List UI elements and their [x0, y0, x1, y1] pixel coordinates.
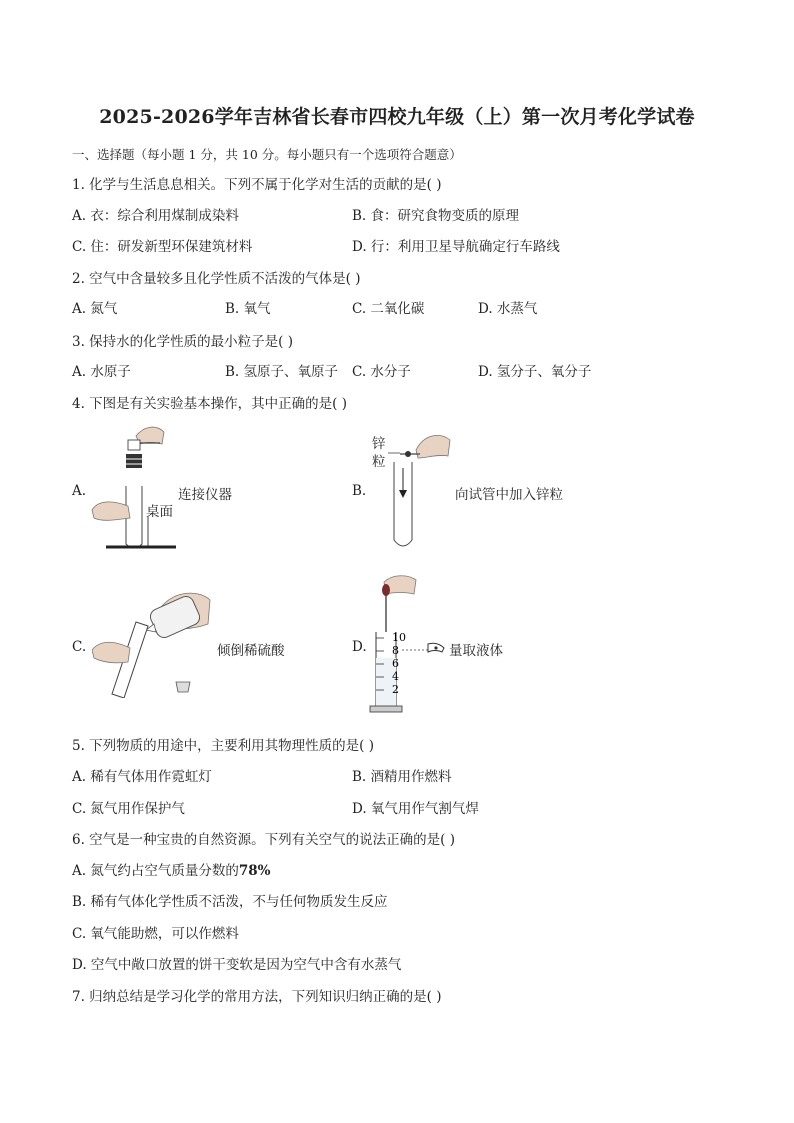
figure-connect-apparatus [88, 420, 178, 552]
q6-option-c[interactable]: C. 氧气能助燃，可以作燃料 [72, 926, 239, 942]
q4-option-c[interactable]: C. [72, 639, 87, 655]
tick-label-2: 2 [392, 683, 399, 696]
q4-d-caption: 量取液体 [449, 643, 503, 659]
q3-option-a[interactable]: A. 水原子 [72, 364, 131, 380]
tick-label-10: 10 [392, 631, 406, 644]
figure-pour-dilute-acid [92, 586, 212, 698]
q7-stem: 7. 归纳总结是学习化学的常用方法，下列知识归纳正确的是( ) [72, 989, 442, 1005]
q1-option-b[interactable]: B. 食：研究食物变质的原理 [352, 208, 520, 224]
q1-option-c[interactable]: C. 住：研发新型环保建筑材料 [72, 239, 253, 255]
q3-option-d[interactable]: D. 氢分子、氧分子 [478, 364, 592, 380]
q2-option-a[interactable]: A. 氮气 [72, 301, 118, 317]
q1-option-a[interactable]: A. 衣：综合利用煤制成染料 [72, 208, 239, 224]
q4-option-b[interactable]: B. [352, 483, 367, 499]
q5-option-c[interactable]: C. 氮气用作保护气 [72, 801, 185, 817]
q6-option-a-value: 78% [238, 863, 271, 879]
tick-label-6: 6 [392, 657, 399, 670]
page-title: 2025-2026学年吉林省长春市四校九年级（上）第一次月考化学试卷 [99, 106, 695, 128]
q4-c-caption: 倾倒稀硫酸 [217, 643, 285, 659]
q4-a-table-label: 桌面 [146, 504, 173, 520]
q2-stem: 2. 空气中含量较多且化学性质不活泼的气体是( ) [72, 271, 361, 287]
tick-label-8: 8 [392, 644, 399, 657]
q3-stem: 3. 保持水的化学性质的最小粒子是( ) [72, 334, 293, 350]
q2-option-b[interactable]: B. 氧气 [225, 301, 271, 317]
q2-option-d[interactable]: D. 水蒸气 [478, 301, 538, 317]
q5-option-a[interactable]: A. 稀有气体用作霓虹灯 [72, 769, 212, 785]
q4-option-d[interactable]: D. [352, 639, 367, 655]
q1-option-d[interactable]: D. 行：利用卫星导航确定行车路线 [352, 239, 560, 255]
tick-label-4: 4 [392, 670, 399, 683]
q4-option-a[interactable]: A. [72, 483, 87, 499]
figure-add-zinc-granules [386, 428, 456, 552]
q6-stem: 6. 空气是一种宝贵的自然资源。下列有关空气的说法正确的是( ) [72, 832, 455, 848]
q4-a-caption: 连接仪器 [178, 487, 232, 503]
q6-option-d[interactable]: D. 空气中敞口放置的饼干变软是因为空气中含有水蒸气 [72, 957, 402, 973]
q6-option-b[interactable]: B. 稀有气体化学性质不活泼，不与任何物质发生反应 [72, 894, 388, 910]
q6-option-a-text: A. 氮气约占空气质量分数的 [72, 863, 239, 879]
figure-measure-liquid [366, 572, 450, 716]
q2-option-c[interactable]: C. 二氧化碳 [352, 301, 425, 317]
q1-stem: 1. 化学与生活息息相关。下列不属于化学对生活的贡献的是( ) [72, 177, 442, 193]
q3-option-c[interactable]: C. 水分子 [352, 364, 411, 380]
q5-option-b[interactable]: B. 酒精用作燃料 [352, 769, 452, 785]
q4-b-caption: 向试管中加入锌粒 [455, 487, 563, 503]
q4-b-zinc-label-1: 锌 [372, 436, 386, 452]
q5-stem: 5. 下列物质的用途中，主要利用其物理性质的是( ) [72, 738, 374, 754]
q4-b-zinc-label-2: 粒 [372, 454, 386, 470]
q5-option-d[interactable]: D. 氧气用作气割气焊 [352, 801, 479, 817]
q6-option-a[interactable] [72, 862, 270, 880]
q3-option-b[interactable]: B. 氢原子、氧原子 [225, 364, 339, 380]
section-header: 一、选择题（每小题 1 分，共 10 分。每小题只有一个选项符合题意） [72, 147, 462, 162]
q4-stem: 4. 下图是有关实验基本操作，其中正确的是( ) [72, 396, 347, 412]
